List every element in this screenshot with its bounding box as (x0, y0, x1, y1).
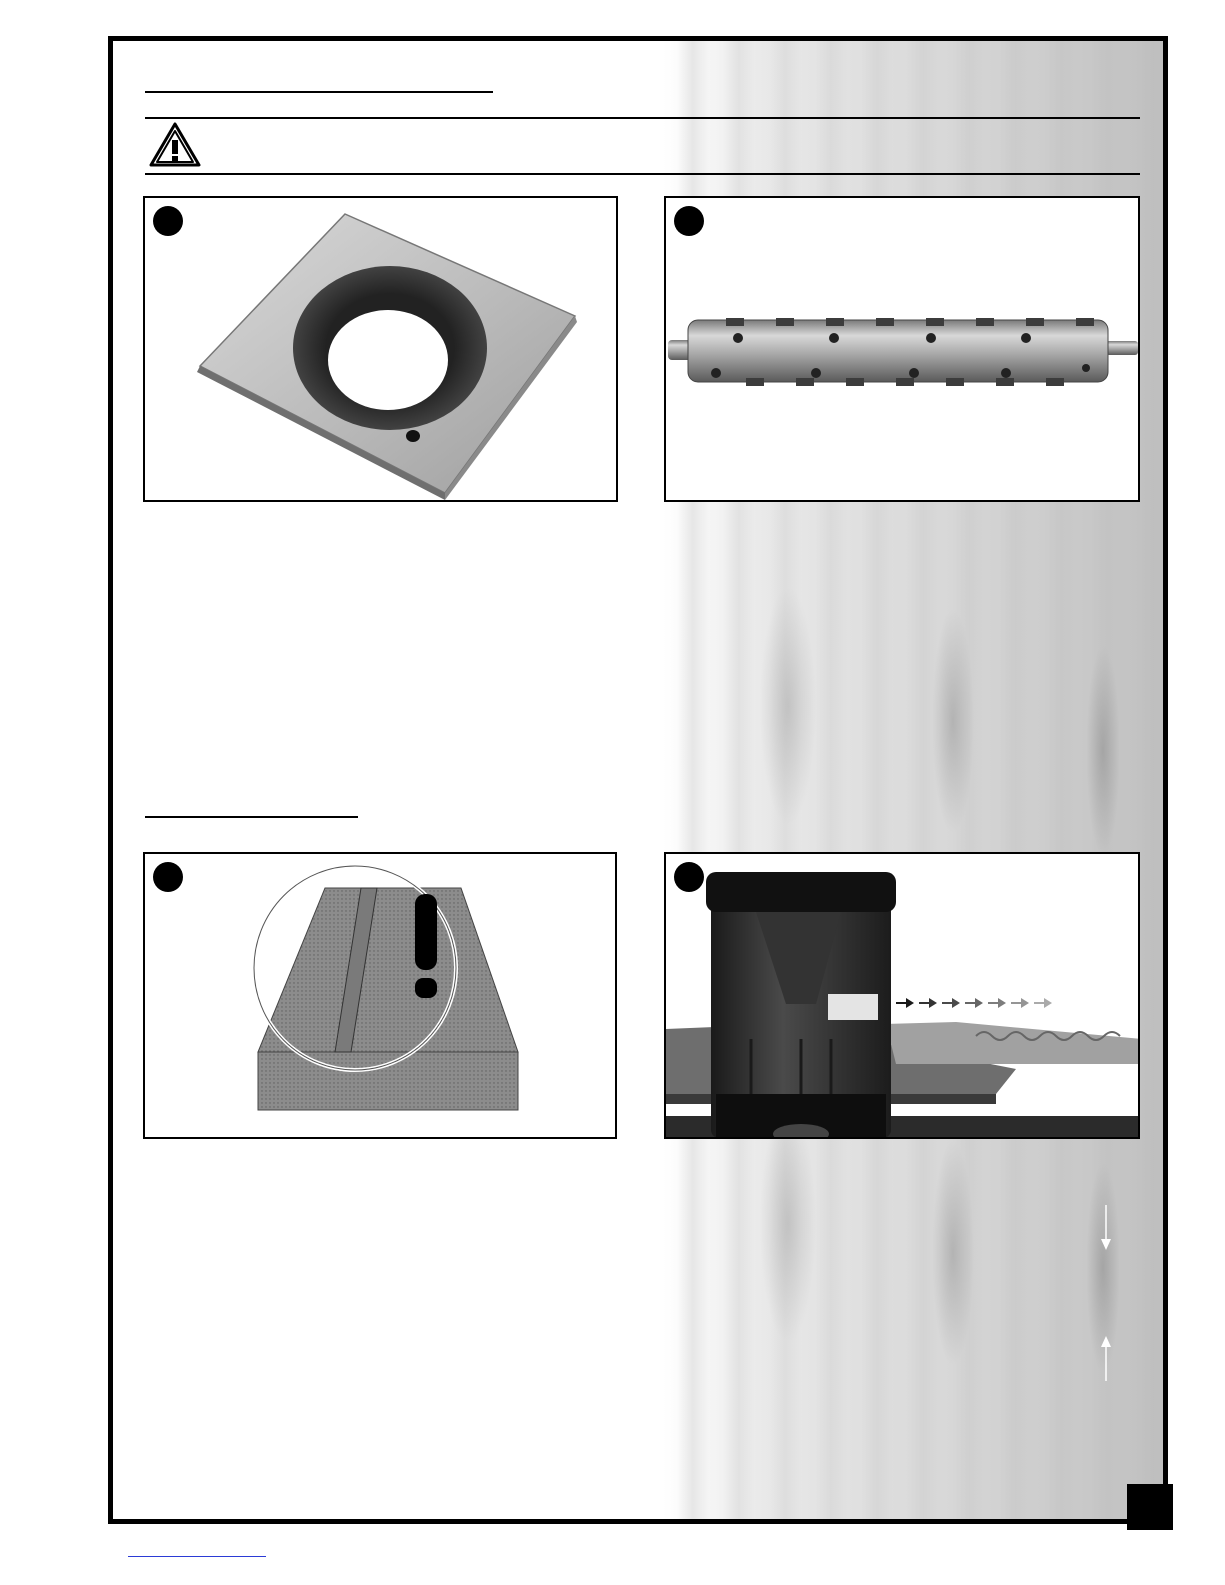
figure-planer-feed (664, 852, 1140, 1139)
figure-number-badge (674, 862, 704, 892)
warning-triangle-icon (148, 121, 202, 169)
snipe-diagram-image (145, 854, 617, 1139)
section-heading-underline-2 (145, 816, 358, 818)
warning-bottom-rule (145, 173, 1140, 175)
figure-snipe-diagram (143, 852, 617, 1139)
feed-arrow-icon (942, 998, 960, 1008)
up-arrow-icon (1099, 1335, 1113, 1381)
feed-arrow-icon (1034, 998, 1052, 1008)
page-number-box (1127, 1484, 1173, 1530)
feed-arrow-icon (988, 998, 1006, 1008)
figure-carbide-insert (143, 196, 618, 502)
carbide-insert-image (145, 198, 618, 502)
feed-arrow-icon (965, 998, 983, 1008)
section-heading-underline (145, 91, 493, 93)
helical-cutterhead-image (666, 198, 1140, 502)
feed-direction-arrows (894, 996, 1064, 1010)
feed-arrow-icon (896, 998, 914, 1008)
down-arrow-icon (1099, 1205, 1113, 1251)
footer-link-underline[interactable] (128, 1556, 266, 1557)
feed-arrow-icon (1011, 998, 1029, 1008)
exclamation-icon (415, 894, 437, 970)
warning-top-rule (145, 117, 1140, 119)
feed-arrow-icon (919, 998, 937, 1008)
figure-helical-cutterhead (664, 196, 1140, 502)
